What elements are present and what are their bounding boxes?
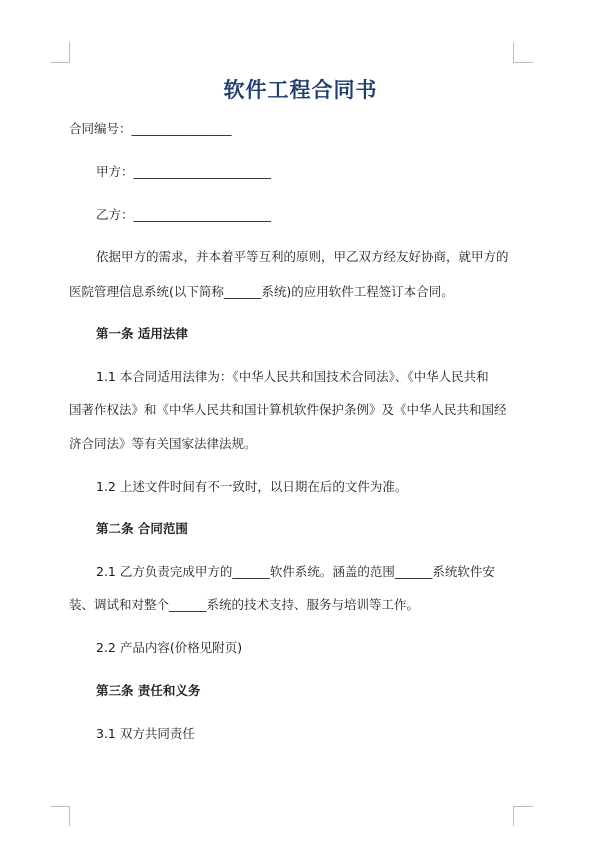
crop-mark-bottom-left-h xyxy=(50,806,70,807)
document-title: 软件工程合同书 xyxy=(223,78,378,102)
crop-mark-top-right-h xyxy=(513,62,533,63)
party-b-line: 乙方：______________________ xyxy=(96,207,272,222)
clause-1-1-line-2: 国著作权法》和《中华人民共和国计算机软件保护条例》及《中华人民共和国经 xyxy=(69,402,507,417)
article-1-heading: 第一条 适用法律 xyxy=(96,326,188,341)
crop-mark-top-left-h xyxy=(50,62,70,63)
article-3-heading: 第三条 责任和义务 xyxy=(96,683,201,698)
crop-mark-bottom-right-v xyxy=(513,806,514,826)
clause-1-1-line-3: 济合同法》等有关国家法律法规。 xyxy=(69,436,257,451)
clause-2-1-line-1: 2.1 乙方负责完成甲方的______软件系统。涵盖的范围______系统软件安 xyxy=(96,564,495,579)
party-a-line: 甲方：______________________ xyxy=(96,164,272,179)
intro-line-2: 医院管理信息系统(以下简称______系统)的应用软件工程签订本合同。 xyxy=(69,284,454,299)
article-2-heading: 第二条 合同范围 xyxy=(96,521,188,536)
crop-mark-top-right-v xyxy=(513,42,514,62)
clause-1-1-line-1: 1.1 本合同适用法律为：《中华人民共和国技术合同法》、《中华人民共和 xyxy=(96,369,489,384)
clause-2-2: 2.2 产品内容(价格见附页) xyxy=(96,640,243,655)
crop-mark-bottom-right-h xyxy=(513,806,533,807)
contract-number-line: 合同编号：________________ xyxy=(69,121,232,136)
crop-mark-top-left-v xyxy=(69,42,70,62)
clause-2-1-line-2: 装、调试和对整个______系统的技术支持、服务与培训等工作。 xyxy=(69,597,420,612)
intro-line-1: 依据甲方的需求，并本着平等互利的原则，甲乙双方经友好协商，就甲方的 xyxy=(96,249,509,264)
clause-3-1: 3.1 双方共同责任 xyxy=(96,726,195,741)
clause-1-2: 1.2 上述文件时间有不一致时，以日期在后的文件为准。 xyxy=(96,479,408,494)
crop-mark-bottom-left-v xyxy=(69,806,70,826)
